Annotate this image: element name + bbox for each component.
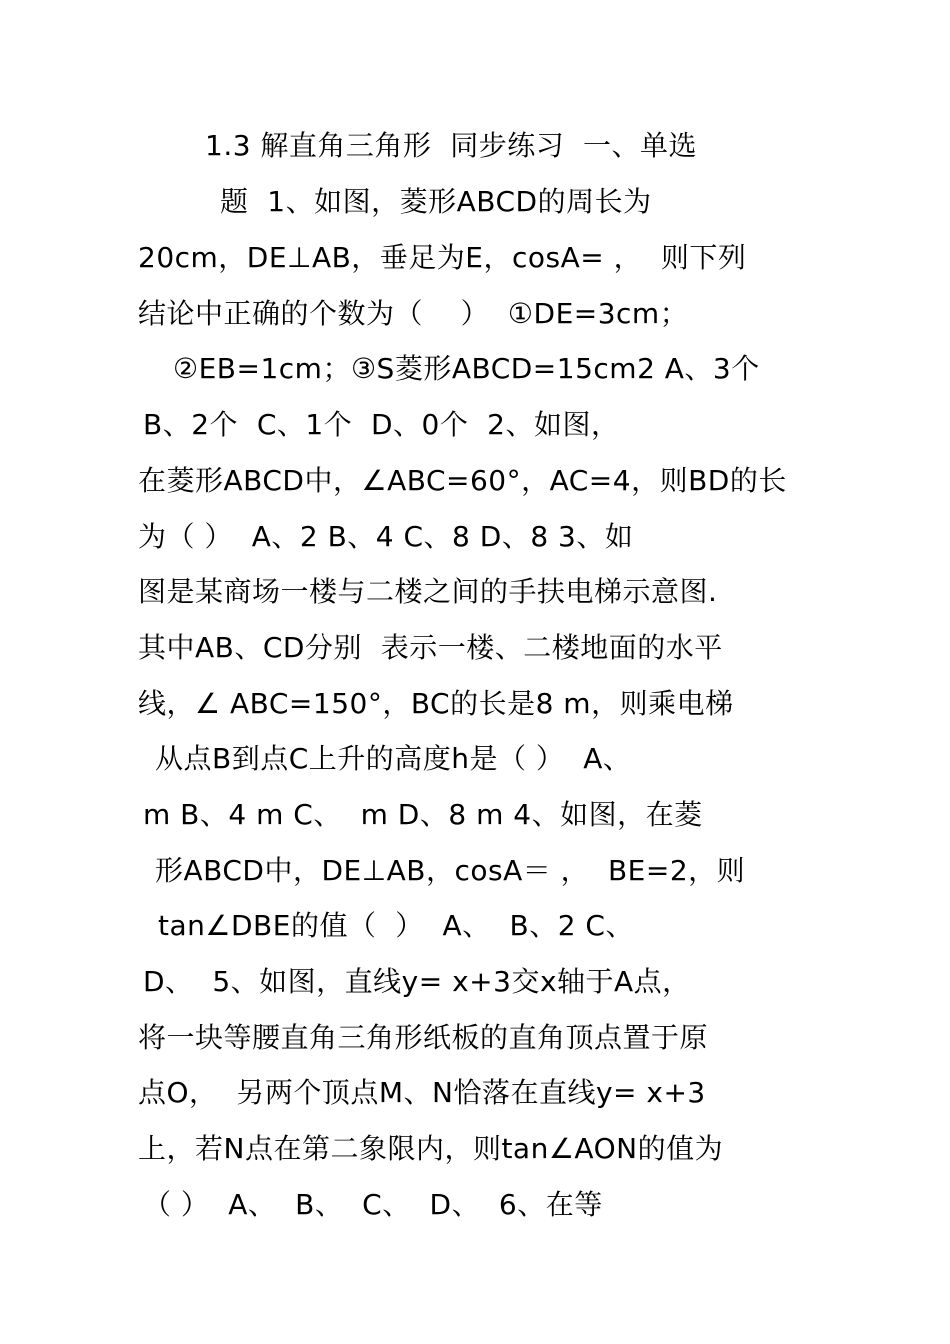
text-line-5: ②EB=1cm；③S菱形ABCD=15cm2 A、3个 [173, 352, 760, 385]
text-line-18: 点O， 另两个顶点M、N恰落在直线y= x+3 [138, 1076, 706, 1109]
text-line-7: 在菱形ABCD中，∠ABC=60°，AC=4，则BD的长 [138, 464, 787, 497]
text-line-20: （ ） A、 B、 C、 D、 6、在等 [143, 1188, 603, 1221]
text-line-17: 将一块等腰直角三角形纸板的直角顶点置于原 [138, 1021, 709, 1054]
text-line-4: 结论中正确的个数为（ ） ①DE=3cm； [138, 297, 689, 330]
text-line-9: 图是某商场一楼与二楼之间的手扶电梯示意图. [138, 575, 718, 608]
text-line-12: 从点B到点C上升的高度h是（ ） A、 [155, 742, 632, 775]
text-line-19: 上，若N点在第二象限内，则tan∠AON的值为 [138, 1132, 724, 1165]
text-line-2: 题 1、如图，菱形ABCD的周长为 [220, 185, 652, 218]
text-line-11: 线，∠ ABC=150°，BC的长是8 m，则乘电梯 [138, 687, 734, 720]
text-line-1: 1.3 解直角三角形 同步练习 一、单选 [205, 129, 698, 162]
text-line-14: 形ABCD中，DE⊥AB，cosA＝ ， BE=2，则 [155, 854, 746, 887]
text-line-15: tan∠DBE的值（ ） A、 B、2 C、 [158, 909, 634, 942]
text-line-8: 为（ ） A、2 B、4 C、8 D、8 3、如 [138, 520, 634, 553]
text-line-16: D、 5、如图，直线y= x+3交x轴于A点， [143, 965, 691, 998]
text-line-6: B、2个 C、1个 D、0个 2、如图， [143, 408, 620, 441]
text-line-10: 其中AB、CD分别 表示一楼、二楼地面的水平 [138, 631, 723, 664]
text-line-13: m B、4 m C、 m D、8 m 4、如图，在菱 [143, 798, 703, 831]
text-line-3: 20cm，DE⊥AB，垂足为E，cosA= ， 则下列 [138, 241, 747, 274]
